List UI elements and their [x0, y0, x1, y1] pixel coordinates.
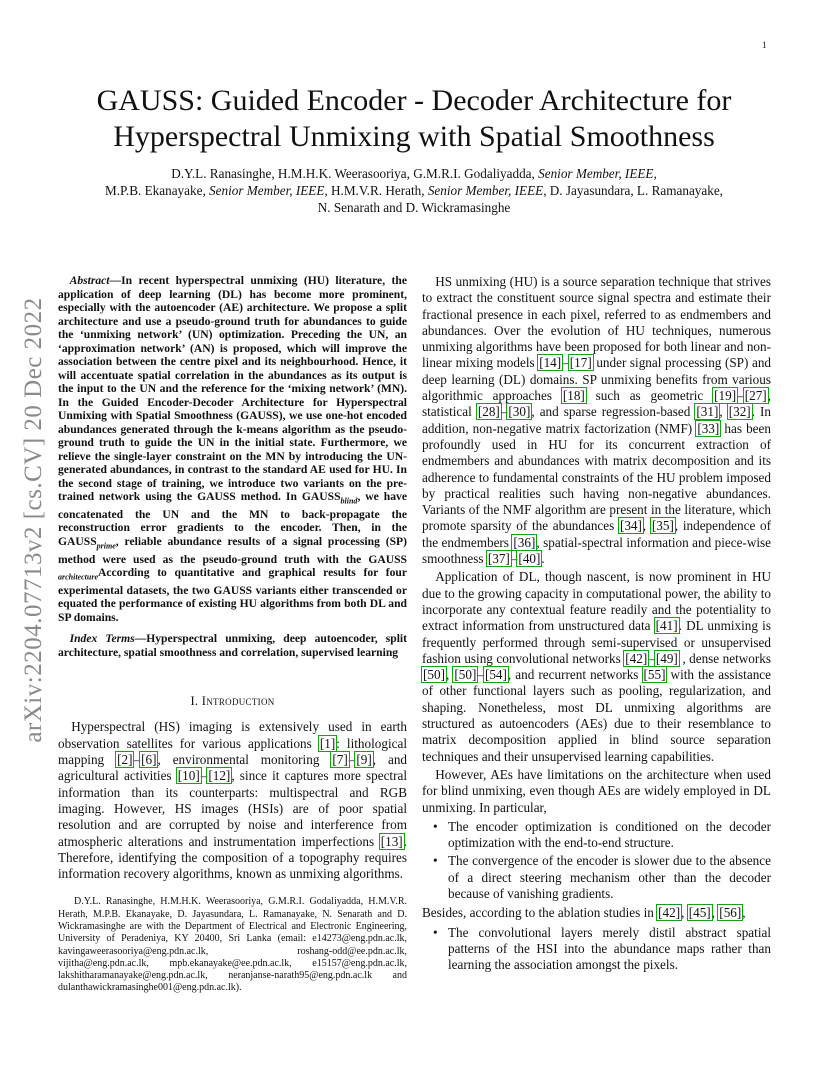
citation-link[interactable]: [14]: [539, 355, 562, 371]
text-run: , and agricultural activities: [58, 752, 408, 784]
citation-link[interactable]: [50]: [423, 667, 445, 683]
abstract-text-3: , reliable abundance results of a signal processing (SP) method were used as the pseudo-ground truth with the GAUSS: [58, 534, 407, 566]
author-line-3: N. Senarath and D. Wickramasinghe: [317, 200, 511, 215]
subscript-blind: blind: [340, 496, 358, 506]
text-run: ,: [445, 667, 454, 683]
page-number: 1: [762, 40, 767, 50]
text-run: such as geometric: [585, 388, 714, 404]
abstract-text-2: , we have concatenated the UN and the MN to back-propagate the reconstruction error gradients to the encoder. Then, in the GAUSS: [58, 490, 407, 548]
text-run: Besides, according to the ablation studies in: [422, 905, 658, 921]
body-paragraph-ae: However, AEs have limitations on the architecture when used for blind unmixing, even though AEs are widely employed in DL unmixing. In particular,: [422, 766, 771, 815]
section-title: Introduction: [201, 694, 275, 709]
citation-link[interactable]: [10]: [177, 768, 200, 784]
citation-link[interactable]: [32]: [728, 404, 751, 420]
text-run: ,: [742, 905, 746, 921]
citation-link[interactable]: [12]: [208, 768, 231, 784]
citation-link[interactable]: [27]: [744, 388, 767, 404]
limitations-list: [422, 819, 771, 902]
citation-link[interactable]: [41]: [655, 618, 678, 634]
citation-link[interactable]: [9]: [356, 752, 372, 768]
text-run: –: [477, 667, 484, 683]
author-membership: Senior Member, IEEE,: [209, 183, 328, 198]
abstract-label: Abstract: [69, 274, 110, 287]
text-run: with the assistance of other functional layers such as pooling, regularization, and shaping. Nonetheless, most DL unmixing algorithms are structured as autoencoders (AEs) due to their resemblance to matrix decomposition applied in blind source separation techniques and their unsupervised learning capabilities.: [422, 667, 771, 764]
author-line-1: [40, 165, 788, 182]
text-run: . In addition, non-negative matrix factorization (NMF): [422, 404, 771, 436]
text-run: ,: [681, 905, 688, 921]
citation-link[interactable]: [42]: [658, 905, 681, 921]
subscript-prime: prime: [96, 541, 116, 551]
author-names-2a: M.P.B. Ekanayake,: [105, 183, 210, 198]
text-run: ,: [642, 518, 651, 534]
citation-link[interactable]: [13]: [380, 833, 403, 849]
citation-link[interactable]: [42]: [625, 650, 648, 666]
author-membership: Senior Member, IEEE: [427, 183, 544, 198]
abstract: [58, 274, 407, 624]
body-paragraph-ablation: [422, 905, 771, 921]
citation-link[interactable]: [1]: [319, 735, 336, 751]
citation-link[interactable]: [54]: [484, 667, 507, 683]
citation-link[interactable]: [55]: [643, 667, 666, 683]
ablation-list: [422, 925, 771, 974]
citation-link[interactable]: [45]: [688, 905, 711, 921]
body-paragraph-dl: [422, 569, 771, 765]
citation-link[interactable]: [40]: [518, 551, 541, 567]
left-column: [58, 274, 407, 995]
citation-link[interactable]: [2]: [117, 752, 133, 768]
author-footnote: D.Y.L. Ranasinghe, H.M.H.K. Weerasooriya, G.M.R.I. Godaliyadda, H.M.V.R. Herath, M.P.B. Ekanayake, D. Jayasundara, L. Ramanayake, N. Senarath and D. Wickramasinghe are with the Department of Electrical and Electronic Engineering, University of Peradeniya, KY 20400, Sri Lanka (email: e14273@eng.pdn.ac.lk, kavingaweerasooriya@eng.pdn.ac.lk, roshang-odd@ee.pdn.ac.lk, vijitha@eng.pdn.ac.lk, mpb.ekanayake@ee.pdn.ac.lk, e15157@eng.pdn.ac.lk, lakshitharamanayake@eng.pdn.ac.lk, neranjanse-narath95@eng.pdn.ac.lk and dulanthawickramasinghe001@eng.pdn.ac.lk).: [58, 896, 407, 994]
text-run: : lithological mapping: [58, 735, 407, 768]
citation-link[interactable]: [17]: [569, 355, 592, 371]
index-terms-label: Index Terms: [69, 632, 135, 646]
author-membership: Senior Member, IEEE,: [538, 166, 657, 181]
citation-link[interactable]: [6]: [141, 752, 157, 768]
index-terms: [58, 632, 407, 659]
text-run: –: [737, 388, 744, 404]
citation-link[interactable]: [19]: [714, 388, 737, 404]
index-terms-text: —Hyperspectral unmixing, deep autoencoder, split architecture, spatial smoothness and correlation, supervised learning: [58, 632, 407, 659]
text-run: under signal processing (SP) and deep learning (DL) domains. SP unmixing benefits from various algorithmic approaches: [422, 355, 772, 404]
section-heading: [58, 693, 407, 709]
text-run: , and sparse regression-based: [531, 404, 696, 420]
text-run: –: [562, 355, 569, 371]
text-run: , since it captures more spectral information than its counterparts: multispectral and RGB imaging. However, HS images (HSIs) are of poor spatial resolution and are corrupted by noise and interference from atmospheric alterations and instrumentation imperfections: [58, 768, 407, 849]
text-run: –: [648, 650, 655, 666]
title-line-2: Hyperspectral Unmixing with Spatial Smoothness: [113, 120, 715, 153]
text-run: –: [348, 752, 356, 768]
citation-link[interactable]: [31]: [696, 404, 719, 420]
citation-link[interactable]: [7]: [332, 752, 348, 768]
section-numeral: I.: [190, 694, 202, 709]
body-paragraph-hu: [422, 274, 771, 567]
author-line-2: [40, 182, 788, 199]
citation-link[interactable]: [30]: [508, 404, 531, 420]
citation-link[interactable]: [50]: [454, 667, 477, 683]
citation-link[interactable]: [36]: [513, 534, 536, 550]
author-list: [40, 165, 788, 216]
text-run: , spatial-spectral information and piece-wise smoothness: [422, 534, 771, 567]
text-run: .: [541, 551, 545, 567]
author-names-2c: , D. Jayasundara, L. Ramanayake,: [543, 183, 723, 198]
text-run: , statistical: [422, 388, 771, 420]
title-line-1: GAUSS: Guided Encoder - Decoder Architecture for: [96, 84, 732, 117]
intro-paragraph: [58, 719, 407, 882]
text-run: ,: [711, 905, 719, 921]
abstract-text-1: —In recent hyperspectral unmixing (HU) literature, the application of deep learning (DL) has become more prominent, especially with the autoencoder (AE) architecture. We propose a split architecture and use a pseudo-ground truth for abundances to guide the ‘unmixing network’ (UN) optimization. Preceding the UN, an ‘approximation network’ (AN) is proposed, which will improve the association between the centre pixel and its neighbourhood. Hence, it will accentuate spatial correlation in the abundances as its output is the input to the UN and the reference for the ‘mixing network’ (MN). In the Guided Encoder-Decoder Architecture for Hyperspectral Unmixing with Spatial Smoothness (GAUSS), we use one-hot encoded abundances generated through the k-means algorithm as the pseudo-ground truth to guide the UN in the initial state. Furthermore, we relieve the single-layer constraint on the MN by introducing the UN-generated abundances, in contrast to the standard AE used for HU. In the second stage of training, we introduce two variants on the pre-trained network using the GAUSS method. In GAUSS: [58, 274, 407, 503]
text-run: Hyperspectral (HS) imaging is extensively used in earth observation satellites for various applications: [58, 719, 407, 751]
list-item: • The convolutional layers merely distil abstract spatial patterns of the HSI into the abundance maps rather than learning the association amongst the pixels.: [448, 925, 771, 974]
author-names-1: D.Y.L. Ranasinghe, H.M.H.K. Weerasooriya, G.M.R.I. Godaliyadda,: [171, 166, 539, 181]
citation-link[interactable]: [34]: [619, 518, 642, 534]
text-run: , environmental monitoring: [157, 752, 332, 768]
citation-link[interactable]: [49]: [655, 650, 678, 666]
text-run: –: [500, 404, 508, 420]
text-run: . Therefore, identifying the composition of a topography requires information recovery algorithms, known as unmixing algorithms.: [58, 833, 407, 882]
arxiv-stamp-text: arXiv:2204.07713v2 [cs.CV] 20 Dec 2022: [20, 297, 47, 743]
text-run: ,: [719, 404, 728, 420]
citation-link[interactable]: [33]: [697, 420, 720, 436]
text-run: . DL unmixing is frequently performed through semi-supervised or unsupervised fashion using convolutional networks: [422, 618, 771, 666]
text-run: , independence of the endmembers: [422, 518, 771, 550]
list-item: • The encoder optimization is conditioned on the decoder optimization with the end-to-end structure.: [448, 819, 771, 852]
subscript-architecture: architecture: [58, 572, 98, 582]
text-run: HS unmixing (HU) is a source separation technique that strives to extract the constituent source signal spectra and estimate their fractional presence in each pixel, referred to as endmembers and abundances. Over the evolution of HU techniques, numerous unmixing algorithms have been proposed for both linear and non-linear mixing models: [422, 274, 771, 371]
list-item: • The convergence of the encoder is slower due to the absence of a direct steering mechanism other than the decoder because of vanishing gradients.: [448, 853, 771, 902]
text-run: , dense networks: [678, 650, 771, 666]
citation-link[interactable]: [37]: [487, 551, 510, 567]
text-run: –: [200, 768, 208, 784]
citation-link[interactable]: [35]: [651, 518, 674, 534]
text-run: –: [510, 551, 518, 567]
citation-link[interactable]: [18]: [562, 388, 585, 404]
abstract-text-4: According to quantitative and graphical results for four experimental datasets, the two GAUSS variants either transcended or equated the performance of existing HU algorithms from both DL and SP domains.: [58, 566, 407, 624]
text-run: Application of DL, though nascent, is now prominent in HU due to the growing capacity in computational power, the ability to incorporate any contextual feature readily and the potentiality to extract information from unstructured data: [422, 569, 771, 634]
text-run: has been profoundly used in HU for its concurrent extraction of endmembers and abundances with matrix decomposition and its adherence to fundamental constraints of the HU problem imposed by practical realities such having non-negative abundances. Variants of the NMF algorithm are present in the literature, which promote sparsity of the abundances: [422, 420, 771, 534]
text-run: –: [133, 752, 141, 768]
citation-link[interactable]: [56]: [719, 905, 742, 921]
text-run: , and recurrent networks: [507, 667, 643, 683]
paper-title: [40, 83, 788, 155]
right-column: [422, 274, 771, 976]
citation-link[interactable]: [28]: [477, 404, 500, 420]
author-names-2b: H.M.V.R. Herath,: [327, 183, 428, 198]
